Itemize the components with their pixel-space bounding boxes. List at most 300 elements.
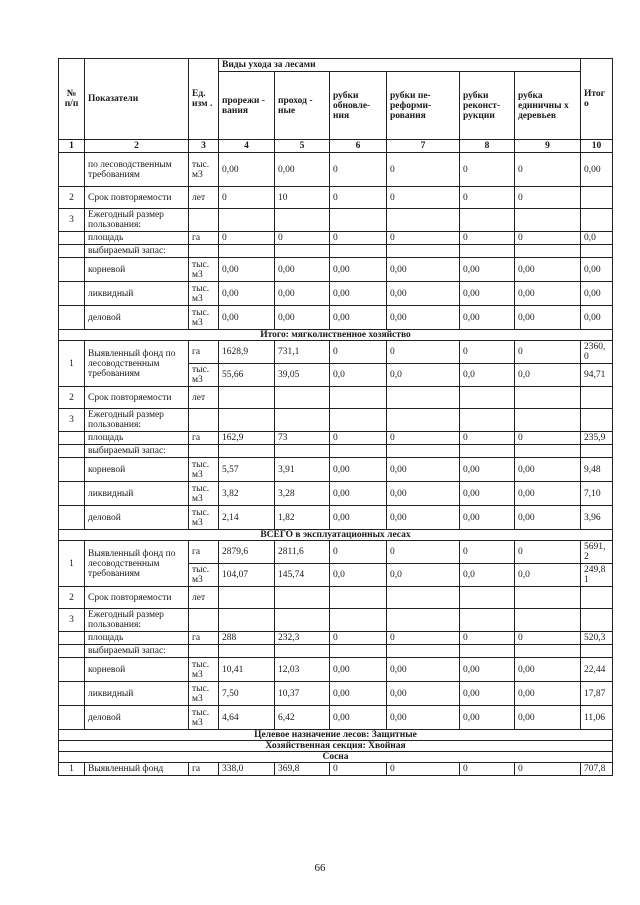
table-cell: 10,41 — [219, 658, 275, 682]
table-cell: 0 — [330, 187, 387, 209]
table-cell: ликвидный — [85, 482, 189, 506]
table-cell: 0,00 — [387, 482, 460, 506]
table-cell: 0,0 — [387, 564, 460, 587]
column-number: 7 — [387, 140, 460, 153]
table-cell — [275, 387, 330, 409]
table-cell: 4,64 — [219, 706, 275, 730]
table-cell: 0 — [330, 341, 387, 364]
table-cell: тыс. м3 — [189, 506, 219, 530]
table-cell: 235,9 — [581, 432, 613, 445]
table-cell: 0,0 — [515, 564, 581, 587]
table-cell: площадь — [85, 232, 189, 245]
table-row — [59, 682, 613, 706]
table-cell: 0,00 — [330, 282, 387, 306]
table-cell: 0 — [219, 187, 275, 209]
table-cell — [515, 409, 581, 432]
table-cell: 1628,9 — [219, 341, 275, 364]
table-cell: 0 — [330, 541, 387, 564]
table-cell: 6,42 — [275, 706, 330, 730]
table-cell: Выявленный фонд по лесоводственным требованиям — [85, 341, 189, 387]
table-cell: 7,10 — [581, 482, 613, 506]
table-row — [59, 752, 613, 763]
table-cell — [330, 445, 387, 458]
table-cell: 145,74 — [275, 564, 330, 587]
table-row — [59, 209, 613, 232]
forest-care-table — [58, 58, 613, 776]
table-cell: 0 — [515, 632, 581, 645]
table-cell: площадь — [85, 432, 189, 445]
table-cell — [515, 245, 581, 258]
table-cell: 0,00 — [275, 282, 330, 306]
table-cell — [387, 245, 460, 258]
table-row — [59, 232, 613, 245]
table-cell: 369,8 — [275, 763, 330, 776]
col-header-reform: рубки пе- реформи- рования — [387, 72, 460, 140]
table-cell: 2360, 0 — [581, 341, 613, 364]
table-cell: Ежегодный размер пользования: — [85, 209, 189, 232]
table-row — [59, 645, 613, 658]
table-cell: 0 — [387, 541, 460, 564]
table-row — [59, 609, 613, 632]
table-row — [59, 541, 613, 564]
table-cell: 0,00 — [330, 258, 387, 282]
table-cell — [460, 409, 515, 432]
table-cell: 520,3 — [581, 632, 613, 645]
table-cell: 0,00 — [219, 282, 275, 306]
table-cell: га — [189, 341, 219, 364]
column-number: 10 — [581, 140, 613, 153]
table-cell: лет — [189, 187, 219, 209]
table-cell: 0,00 — [330, 682, 387, 706]
table-cell: 249,8 1 — [581, 564, 613, 587]
table-cell — [59, 506, 85, 530]
table-cell — [59, 153, 85, 187]
table-cell — [189, 445, 219, 458]
table-cell — [330, 209, 387, 232]
table-cell: 0 — [460, 632, 515, 645]
table-cell: деловой — [85, 306, 189, 330]
table-cell: 3 — [59, 609, 85, 632]
table-row — [59, 730, 613, 741]
table-cell — [330, 409, 387, 432]
col-header-thinning: прорежи - вания — [219, 72, 275, 140]
table-cell: 0,00 — [515, 258, 581, 282]
table-row — [59, 258, 613, 282]
table-cell: деловой — [85, 506, 189, 530]
section-title: Хозяйственная секция: Хвойная — [59, 741, 613, 752]
column-number-row — [59, 140, 613, 153]
table-cell: 3,28 — [275, 482, 330, 506]
table-cell: 0,00 — [515, 682, 581, 706]
table-cell: 0,00 — [387, 506, 460, 530]
table-cell — [460, 645, 515, 658]
table-cell: 0,00 — [515, 458, 581, 482]
table-cell: 1 — [59, 763, 85, 776]
table-cell — [515, 445, 581, 458]
table-cell: корневой — [85, 258, 189, 282]
table-cell: 0,00 — [460, 658, 515, 682]
table-cell: корневой — [85, 658, 189, 682]
table-cell: площадь — [85, 632, 189, 645]
table-row — [59, 341, 613, 364]
table-cell: Срок повторяемости — [85, 187, 189, 209]
table-cell: 0,00 — [460, 306, 515, 330]
table-cell: 0,00 — [515, 506, 581, 530]
table-cell: Ежегодный размер пользования: — [85, 409, 189, 432]
table-cell: 0,00 — [219, 306, 275, 330]
table-cell — [387, 609, 460, 632]
table-cell: га — [189, 632, 219, 645]
table-cell: выбираемый запас: — [85, 445, 189, 458]
table-cell: тыс. м3 — [189, 153, 219, 187]
table-cell — [387, 387, 460, 409]
table-row — [59, 330, 613, 341]
table-cell — [387, 409, 460, 432]
table-cell: 5,57 — [219, 458, 275, 482]
table-cell: 731,1 — [275, 341, 330, 364]
table-cell — [219, 445, 275, 458]
table-row — [59, 432, 613, 445]
table-cell: Срок повторяемости — [85, 587, 189, 609]
table-cell: 2 — [59, 187, 85, 209]
table-cell: 0 — [387, 763, 460, 776]
table-cell: 0 — [387, 232, 460, 245]
table-cell: 0,0 — [581, 232, 613, 245]
table-cell: тыс. м3 — [189, 482, 219, 506]
section-title: Итого: мягколиственное хозяйство — [59, 330, 613, 341]
table-cell — [581, 209, 613, 232]
table-cell — [219, 209, 275, 232]
table-cell — [189, 245, 219, 258]
table-cell: 0,00 — [387, 658, 460, 682]
table-cell: 1,82 — [275, 506, 330, 530]
table-cell — [330, 609, 387, 632]
table-cell: лет — [189, 587, 219, 609]
table-cell: 0 — [515, 153, 581, 187]
column-number: 3 — [189, 140, 219, 153]
table-cell: 0,00 — [330, 306, 387, 330]
table-cell: 39,05 — [275, 364, 330, 387]
table-cell — [219, 245, 275, 258]
table-cell — [460, 245, 515, 258]
table-cell: 0 — [275, 232, 330, 245]
table-cell: 3,91 — [275, 458, 330, 482]
table-row — [59, 706, 613, 730]
table-cell: 0,00 — [275, 153, 330, 187]
table-cell — [515, 387, 581, 409]
table-cell: 9,48 — [581, 458, 613, 482]
table-cell: 0,00 — [515, 706, 581, 730]
table-cell: 3 — [59, 209, 85, 232]
table-cell: 0,00 — [515, 482, 581, 506]
table-cell — [59, 306, 85, 330]
col-header-total: Итого — [581, 59, 613, 140]
table-row — [59, 530, 613, 541]
table-cell: 55,66 — [219, 364, 275, 387]
table-cell: 0 — [460, 432, 515, 445]
table-cell — [59, 445, 85, 458]
table-cell — [515, 587, 581, 609]
table-cell — [275, 609, 330, 632]
table-cell: 0,00 — [581, 153, 613, 187]
table-cell — [189, 409, 219, 432]
table-cell: 0 — [330, 232, 387, 245]
table-cell: га — [189, 763, 219, 776]
table-cell: 0 — [387, 341, 460, 364]
table-cell — [189, 609, 219, 632]
table-row — [59, 409, 613, 432]
column-number: 6 — [330, 140, 387, 153]
table-cell: 5691, 2 — [581, 541, 613, 564]
column-number: 9 — [515, 140, 581, 153]
col-header-no: № п/п — [59, 59, 85, 140]
table-cell: 3,82 — [219, 482, 275, 506]
table-cell: 2,14 — [219, 506, 275, 530]
table-cell: 0 — [515, 341, 581, 364]
table-cell: 0 — [387, 432, 460, 445]
section-title: Сосна — [59, 752, 613, 763]
table-cell: 104,07 — [219, 564, 275, 587]
column-number: 1 — [59, 140, 85, 153]
table-cell — [515, 609, 581, 632]
table-cell: 0,00 — [387, 458, 460, 482]
table-cell — [581, 609, 613, 632]
table-cell: Срок повторяемости — [85, 387, 189, 409]
table-cell: 0,0 — [330, 364, 387, 387]
table-cell — [460, 609, 515, 632]
table-cell: по лесоводственным требованиям — [85, 153, 189, 187]
table-cell — [275, 587, 330, 609]
table-cell — [219, 387, 275, 409]
table-cell — [59, 482, 85, 506]
table-cell: 0,00 — [515, 306, 581, 330]
table-cell: тыс. м3 — [189, 682, 219, 706]
table-cell: 0,0 — [460, 364, 515, 387]
table-cell: 2879,6 — [219, 541, 275, 564]
table-cell: 0,0 — [460, 564, 515, 587]
column-number: 5 — [275, 140, 330, 153]
table-cell: 0,00 — [330, 706, 387, 730]
section-title: ВСЕГО в эксплуатационных лесах — [59, 530, 613, 541]
table-cell: 1 — [59, 541, 85, 587]
table-cell: ликвидный — [85, 682, 189, 706]
table-cell: 0,00 — [460, 706, 515, 730]
table-cell — [275, 209, 330, 232]
table-cell — [219, 645, 275, 658]
table-cell: 0 — [387, 187, 460, 209]
table-cell: 3 — [59, 409, 85, 432]
table-cell — [581, 387, 613, 409]
table-cell: 288 — [219, 632, 275, 645]
table-cell: 0,00 — [460, 258, 515, 282]
table-row — [59, 245, 613, 258]
table-cell: 7,50 — [219, 682, 275, 706]
table-cell — [59, 682, 85, 706]
table-cell — [275, 645, 330, 658]
table-cell — [581, 587, 613, 609]
table-cell: 0 — [219, 232, 275, 245]
table-cell: 0 — [460, 153, 515, 187]
table-cell — [275, 409, 330, 432]
table-row — [59, 763, 613, 776]
table-cell: корневой — [85, 458, 189, 482]
table-cell: 0 — [515, 432, 581, 445]
table-cell: выбираемый запас: — [85, 245, 189, 258]
table-cell: 0 — [460, 341, 515, 364]
table-cell: 0,00 — [387, 682, 460, 706]
table-cell: 0,00 — [460, 458, 515, 482]
table-cell — [581, 187, 613, 209]
table-cell: 162,9 — [219, 432, 275, 445]
table-cell: 0,00 — [581, 258, 613, 282]
table-cell: 0 — [330, 632, 387, 645]
table-cell — [275, 245, 330, 258]
table-cell: тыс. м3 — [189, 564, 219, 587]
table-cell — [581, 245, 613, 258]
table-row — [59, 458, 613, 482]
table-cell: 0 — [387, 153, 460, 187]
table-cell: Ежегодный размер пользования: — [85, 609, 189, 632]
table-cell — [581, 445, 613, 458]
table-cell: 11,06 — [581, 706, 613, 730]
section-title: Целевое назначение лесов: Защитные — [59, 730, 613, 741]
table-cell: 0 — [330, 153, 387, 187]
table-cell — [275, 445, 330, 458]
table-row — [59, 658, 613, 682]
column-number: 8 — [460, 140, 515, 153]
table-cell: 0,00 — [387, 282, 460, 306]
column-number: 4 — [219, 140, 275, 153]
table-cell: 0,00 — [219, 153, 275, 187]
table-cell: 94,71 — [581, 364, 613, 387]
table-cell: 0,00 — [460, 482, 515, 506]
table-row — [59, 587, 613, 609]
table-cell: 0,00 — [387, 306, 460, 330]
table-cell — [59, 282, 85, 306]
col-header-renewal: рубки обновле- ния — [330, 72, 387, 140]
table-row — [59, 153, 613, 187]
table-cell: 707,8 — [581, 763, 613, 776]
table-cell: 3,96 — [581, 506, 613, 530]
table-cell: 1 — [59, 341, 85, 387]
table-row — [59, 632, 613, 645]
col-header-group: Виды ухода за лесами — [219, 59, 581, 72]
table-cell: 0,00 — [460, 682, 515, 706]
table-row — [59, 387, 613, 409]
table-cell — [460, 445, 515, 458]
table-cell: 0,00 — [581, 282, 613, 306]
table-cell: 2 — [59, 387, 85, 409]
table-cell — [387, 445, 460, 458]
table-cell: тыс. м3 — [189, 258, 219, 282]
table-cell: тыс. м3 — [189, 282, 219, 306]
table-cell: 0,00 — [387, 258, 460, 282]
table-cell — [581, 645, 613, 658]
table-cell: 22,44 — [581, 658, 613, 682]
table-cell — [189, 209, 219, 232]
table-cell: ликвидный — [85, 282, 189, 306]
table-cell: 338,0 — [219, 763, 275, 776]
table-cell: 73 — [275, 432, 330, 445]
document-page — [58, 58, 612, 776]
table-cell: га — [189, 541, 219, 564]
table-cell: тыс. м3 — [189, 658, 219, 682]
table-cell — [59, 432, 85, 445]
table-cell — [460, 209, 515, 232]
table-cell: 0,00 — [330, 482, 387, 506]
table-cell — [219, 609, 275, 632]
col-header-single: рубка единичны х деревьев — [515, 72, 581, 140]
table-cell: 2 — [59, 587, 85, 609]
table-cell: 0,00 — [330, 458, 387, 482]
table-cell: 0,00 — [330, 506, 387, 530]
table-row — [59, 445, 613, 458]
table-cell: 0,00 — [515, 658, 581, 682]
table-cell: выбираемый запас: — [85, 645, 189, 658]
table-cell — [189, 645, 219, 658]
table-cell: 232,3 — [275, 632, 330, 645]
table-cell: га — [189, 232, 219, 245]
table-cell: 0,00 — [387, 706, 460, 730]
table-cell: 0 — [460, 541, 515, 564]
table-cell — [581, 409, 613, 432]
table-cell: 0,00 — [581, 306, 613, 330]
table-cell — [59, 458, 85, 482]
table-cell: 0,00 — [515, 282, 581, 306]
table-cell — [460, 387, 515, 409]
table-cell: 0 — [330, 763, 387, 776]
col-header-indicator: Показатели — [85, 59, 189, 140]
table-row — [59, 482, 613, 506]
table-cell — [330, 587, 387, 609]
table-cell: 0 — [515, 187, 581, 209]
table-row — [59, 506, 613, 530]
table-cell: 0,0 — [515, 364, 581, 387]
table-cell — [59, 245, 85, 258]
table-cell — [219, 587, 275, 609]
table-cell — [330, 645, 387, 658]
table-cell — [59, 258, 85, 282]
table-cell — [59, 232, 85, 245]
table-cell: 0,00 — [460, 506, 515, 530]
table-cell: 17,87 — [581, 682, 613, 706]
table-cell: тыс. м3 — [189, 364, 219, 387]
table-cell: 0 — [460, 232, 515, 245]
table-cell — [330, 245, 387, 258]
table-cell — [59, 658, 85, 682]
table-cell: тыс. м3 — [189, 306, 219, 330]
table-cell: тыс. м3 — [189, 458, 219, 482]
table-cell — [387, 587, 460, 609]
table-cell: деловой — [85, 706, 189, 730]
table-cell: тыс. м3 — [189, 706, 219, 730]
table-cell: Выявленный фонд по лесоводственным требованиям — [85, 541, 189, 587]
table-cell: 0,00 — [330, 658, 387, 682]
table-cell — [387, 645, 460, 658]
table-cell: 0 — [515, 763, 581, 776]
table-cell: 0,00 — [275, 306, 330, 330]
table-cell — [515, 209, 581, 232]
col-header-passage: проход - ные — [275, 72, 330, 140]
table-cell: 0 — [460, 187, 515, 209]
table-row — [59, 741, 613, 752]
table-cell: 0 — [515, 232, 581, 245]
page-number: 66 — [314, 862, 326, 874]
column-number: 2 — [85, 140, 189, 153]
table-cell: 0 — [460, 763, 515, 776]
table-cell — [460, 587, 515, 609]
table-cell — [515, 645, 581, 658]
